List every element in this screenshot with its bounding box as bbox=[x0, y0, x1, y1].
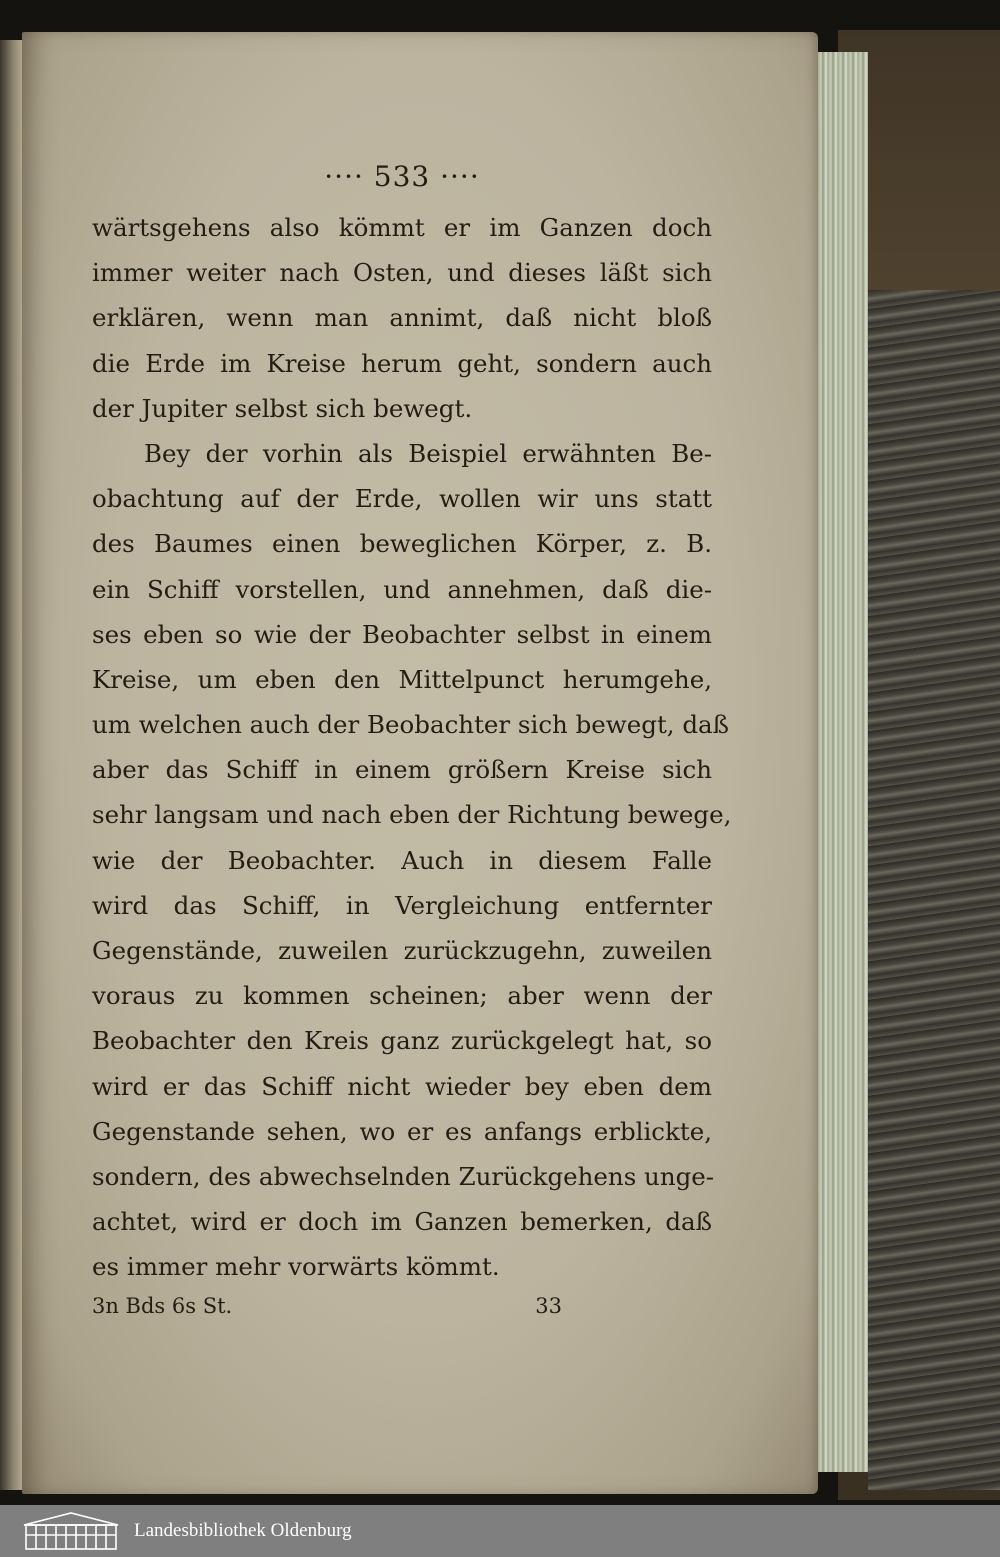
library-footer-bar bbox=[0, 1505, 1000, 1557]
text-line: die Erde im Kreise herum geht, sondern auch bbox=[92, 348, 712, 378]
text-line: obachtung auf der Erde, wollen wir uns statt bbox=[92, 484, 712, 514]
text-line: erklären, wenn man annimt, daß nicht bloß bbox=[92, 303, 712, 333]
text-line: um welchen auch der Beobachter sich bewegt, daß bbox=[92, 710, 730, 740]
text-line: voraus zu kommen scheinen; aber wenn der bbox=[92, 981, 712, 1011]
text-line: wird er das Schiff nicht wieder bey eben dem bbox=[92, 1071, 712, 1101]
library-building-icon bbox=[22, 1511, 120, 1551]
text-line: ein Schiff vorstellen, und annehmen, daß die- bbox=[92, 574, 712, 604]
body-text bbox=[92, 205, 732, 1290]
page-number-header: ···· 533 ···· bbox=[324, 160, 480, 193]
marbled-cover-paper bbox=[868, 290, 1000, 1490]
text-line: sondern, des abwechselnden Zurückgehens unge- bbox=[92, 1161, 715, 1191]
text-line: Gegenstande sehen, wo er es anfangs erblickte, bbox=[92, 1116, 712, 1146]
text-line: immer weiter nach Osten, und dieses läßt sich bbox=[92, 258, 712, 288]
text-line: Gegenstände, zuweilen zurückzugehn, zuweilen bbox=[92, 936, 712, 965]
text-line: Bey der vorhin als Beispiel erwähnten Be- bbox=[144, 438, 712, 468]
text-line: wie der Beobachter. Auch in diesem Falle bbox=[92, 845, 712, 875]
text-line: des Baumes einen beweglichen Körper, z. B. bbox=[92, 529, 712, 559]
text-line: ses eben so wie der Beobachter selbst in einem bbox=[92, 619, 712, 649]
library-name: Landesbibliothek Oldenburg bbox=[134, 1520, 352, 1541]
text-line: achtet, wird er doch im Ganzen bemerken, daß bbox=[92, 1207, 712, 1237]
page-footer bbox=[92, 1294, 562, 1318]
text-line: es immer mehr vorwärts kömmt. bbox=[92, 1252, 500, 1282]
text-line: wärtsgehens also kömmt er im Ganzen doch bbox=[92, 213, 712, 242]
text-line: Kreise, um eben den Mittelpunct herumgehe, bbox=[92, 664, 712, 694]
text-line: der Jupiter selbst sich bewegt. bbox=[92, 393, 473, 423]
text-line: aber das Schiff in einem größern Kreise sich bbox=[92, 755, 712, 785]
text-line: wird das Schiff, in Vergleichung entfernter bbox=[92, 890, 712, 920]
book-page bbox=[22, 32, 818, 1494]
signature-mark: 3n Bds 6s St. bbox=[92, 1293, 233, 1318]
text-line: Beobachter den Kreis ganz zurückgelegt hat, so bbox=[92, 1026, 712, 1056]
text-line: sehr langsam und nach eben der Richtung bewege, bbox=[92, 800, 732, 830]
sheet-number: 33 bbox=[535, 1293, 562, 1318]
page-text-block bbox=[92, 157, 732, 1318]
